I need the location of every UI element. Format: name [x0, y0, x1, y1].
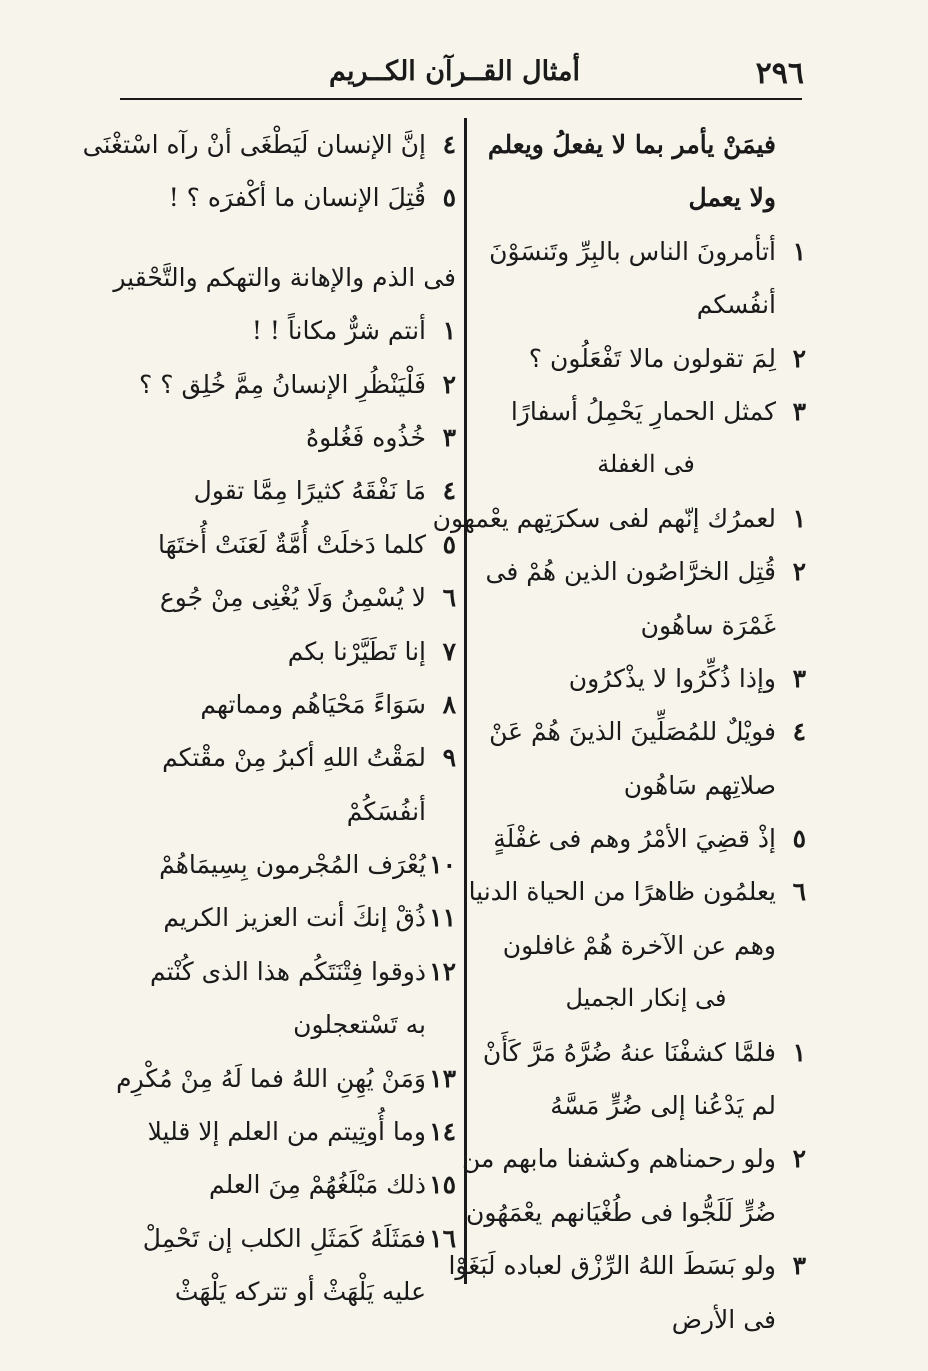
verse-line: ٢لِمَ تقولون مالا تَفْعَلُون ؟: [486, 332, 806, 385]
verse-line: غَمْرَة ساهُون: [640, 610, 776, 640]
verse-number: ٢: [792, 557, 806, 587]
verse-number: ٢: [442, 369, 456, 399]
verse-number: ١٦: [429, 1223, 456, 1253]
verse-number: ٢: [792, 343, 806, 373]
verse-number: ٤: [442, 476, 456, 506]
verse-number: ٥: [792, 824, 806, 854]
verse-number: ١٠: [429, 850, 456, 880]
verse-line: ٦يعلمُون ظاهرًا من الحياة الدنيا: [486, 865, 806, 918]
verse-line: به تَسْتعجلون: [293, 1010, 426, 1040]
verse-line: ضُرٍّ لَلَجُّوا فى طُغْيَانهم يعْمَهُون: [466, 1197, 776, 1227]
verse-number: ٣: [792, 396, 806, 426]
verse-line: فيمَنْ يأمر بما لا يفعلُ ويعلم: [487, 130, 776, 159]
spacer: [118, 225, 456, 251]
verse-line: ٢فَلْيَنْظُرِ الإنسانُ مِمَّ خُلِق ؟ ؟: [118, 358, 456, 411]
verse-number: ٥: [442, 529, 456, 559]
verse-number: ٦: [442, 583, 456, 613]
verse-number: ١: [792, 1037, 806, 1067]
verse-line: ٤فويْلٌ للمُصَلِّينَ الذينَ هُمْ عَنْ: [486, 705, 806, 758]
verse-line: ولا يعمل: [688, 183, 776, 213]
verse-number: ٧: [442, 636, 456, 666]
verse-line: ١فلمَّا كشفْنَا عنهُ ضُرَّهُ مَرَّ كَأَنْ: [486, 1026, 806, 1079]
verse-line: ١٠يُعْرَف المُجْرمون بِسِيمَاهُمْ: [118, 838, 456, 891]
verse-number: ١١: [429, 903, 456, 933]
verse-line: ١١ذُقْ إنكَ أنت العزيز الكريم: [118, 891, 456, 944]
verse-number: ٦: [792, 877, 806, 907]
verse-line: صلاتِهم سَاهُون: [623, 770, 776, 800]
verse-number: ٤: [442, 130, 456, 159]
section-heading: فى الغفلة: [597, 450, 695, 479]
verse-line: ٥قُتِلَ الإنسان ما أكْفرَه ؟ !: [118, 171, 456, 224]
verse-number: ١٤: [429, 1117, 456, 1147]
verse-line: ٣كمثل الحمارِ يَحْمِلُ أسفارًا: [486, 385, 806, 438]
verse-line: ٣ولو بَسَطَ اللهُ الرِّزْق لعباده لَبَغَوْا: [486, 1239, 806, 1292]
verse-line: ١أنتم شرٌّ مكاناً ! !: [118, 304, 456, 357]
verse-line: لم يَدْعُنا إلى ضُرٍّ مَسَّهُ: [550, 1091, 776, 1121]
verse-number: ٣: [792, 663, 806, 693]
running-title: أمثال القــرآن الكــريم: [328, 56, 580, 87]
verse-line: ٢قُتِل الخرَّاصُون الذين هُمْ فى: [486, 545, 806, 598]
verse-line: ٩لمَقْتُ اللهِ أكبرُ مِنْ مقْتكم: [118, 731, 456, 784]
verse-line: ٢ولو رحمناهم وكشفنا مابهم من: [486, 1132, 806, 1185]
verse-number: ١: [442, 316, 456, 346]
verse-number: ٥: [442, 183, 456, 213]
verse-line: ٨سَوَاءً مَحْيَاهُم ومماتهم: [118, 678, 456, 731]
verse-line: ١٦فمَثَلَهُ كَمَثَلِ الكلب إن تَحْمِلْ: [118, 1212, 456, 1265]
verse-line: ٤إنَّ الإنسان لَيَطْغَى أنْ رآه اسْتغْنَى: [118, 118, 456, 171]
verse-line: ٥كلما دَخلَتْ أُمَّةٌ لَعَنَتْ أُختَهَا: [118, 518, 456, 571]
verse-line: ٤مَا نَفْقَهُ كثيرًا مِمَّا تقول: [118, 464, 456, 517]
verse-line: ١٥ذلك مَبْلَغُهُمْ مِنَ العلم: [118, 1158, 456, 1211]
verse-number: ١٣: [429, 1063, 456, 1093]
verse-number: ٩: [442, 743, 456, 773]
verse-number: ١: [792, 503, 806, 533]
page-header: [120, 50, 810, 96]
page-number: ٢٩٦: [755, 56, 804, 91]
verse-line: أنفُسَكُمْ: [346, 796, 426, 826]
section-heading: فى الذم والإهانة والتهكم والتَّحْقير: [113, 262, 456, 292]
verse-number: ١: [792, 236, 806, 266]
verse-line: ١٤وما أُوتِيتم من العلم إلا قليلا: [118, 1105, 456, 1158]
verse-number: ٣: [792, 1251, 806, 1281]
left-column: [82, 118, 456, 1319]
column-divider: [464, 118, 467, 1284]
verse-line: ٦لا يُسْمِنُ وَلَا يُغْنِى مِنْ جُوع: [118, 571, 456, 624]
verse-number: ٣: [442, 422, 456, 452]
verse-line: وهم عن الآخرة هُمْ غافلون: [502, 930, 776, 960]
verse-line: عليه يَلْهَثْ أو تتركه يَلْهَثْ: [174, 1277, 426, 1307]
verse-line: ١لعمرُك إنّهم لفى سكرَتِهم يعْمهون: [486, 492, 806, 545]
verse-number: ١٥: [429, 1170, 456, 1200]
verse-number: ١٢: [429, 956, 456, 986]
header-rule: [120, 98, 802, 100]
verse-line: فى الأرض: [671, 1304, 776, 1334]
section-heading: فى إنكار الجميل: [565, 984, 727, 1013]
verse-line: ١٢ذوقوا فِتْنَتَكُم هذا الذى كُنْتم: [118, 945, 456, 998]
verse-line: ٥إذْ قضِيَ الأمْرُ وهم فى غفْلَةٍ: [486, 812, 806, 865]
verse-line: أنفُسكم: [696, 290, 776, 320]
verse-line: ١٣وَمَنْ يُهِنِ اللهُ فما لَهُ مِنْ مُكْرِم: [118, 1052, 456, 1105]
verse-line: ١أتأمرونَ الناس بالبِرِّ وتَنسَوْنَ: [486, 225, 806, 278]
verse-number: ٤: [792, 717, 806, 747]
verse-line: ٣خُذُوه فَغُلوهُ: [118, 411, 456, 464]
verse-number: ٨: [442, 689, 456, 719]
verse-number: ٢: [792, 1144, 806, 1174]
verse-line: ٧إنا تَطَيَّرْنا بكم: [118, 625, 456, 678]
verse-line: ٣وإذا ذُكِّرُوا لا يذْكرُون: [486, 652, 806, 705]
